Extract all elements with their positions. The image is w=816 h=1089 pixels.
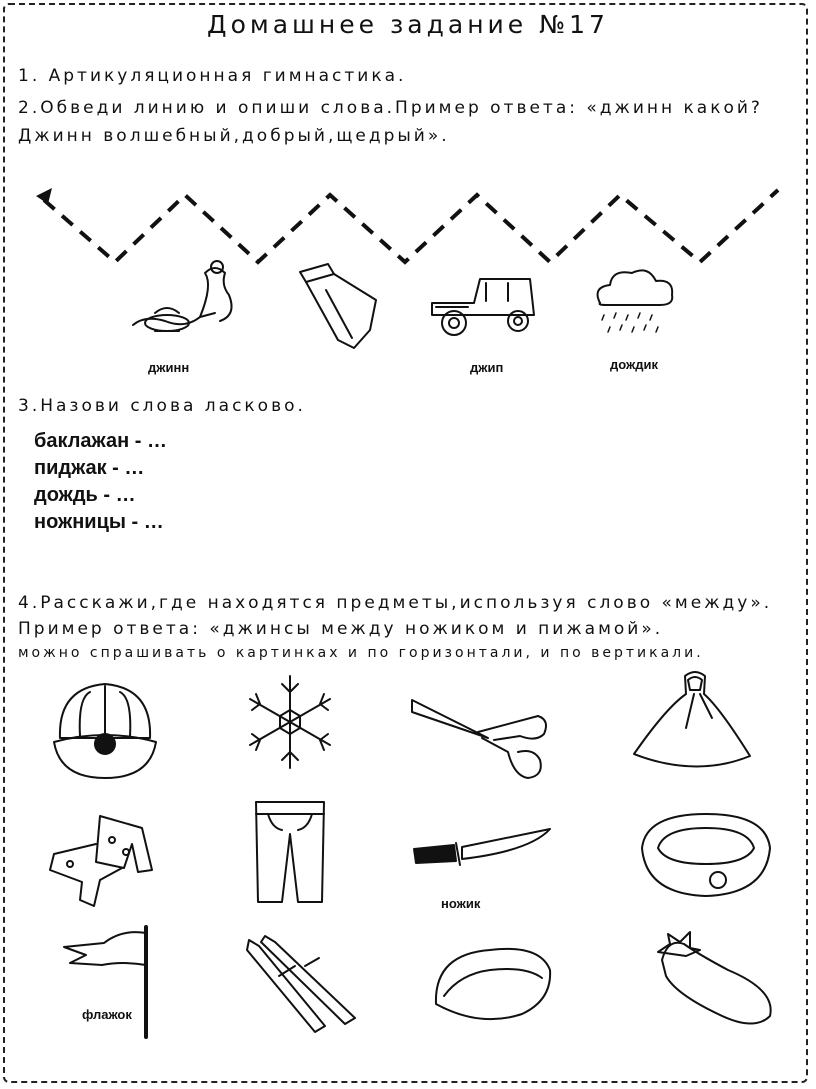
genie-lamp-icon	[125, 255, 245, 345]
task2-line2: Джинн волшебный,добрый,щедрый».	[18, 126, 450, 146]
tracing-zigzag-line[interactable]	[0, 0, 816, 300]
genie-caption: джинн	[148, 360, 190, 375]
task4-line2: Пример ответа: «джинсы между ножиком и пижамой».	[18, 619, 664, 639]
knife-caption: ножик	[441, 896, 481, 911]
skis-icon	[245, 936, 360, 1036]
jeep-icon	[428, 275, 538, 345]
trousers-icon	[290, 260, 390, 355]
flag-icon	[62, 925, 162, 1040]
rain-caption: дождик	[610, 357, 658, 372]
raincoat-icon	[630, 668, 760, 778]
jeans-icon	[250, 798, 330, 908]
word-item: ножницы - …	[34, 511, 164, 533]
pajamas-icon	[42, 810, 172, 915]
knife-icon	[410, 825, 555, 870]
page-title: Домашнее задание №17	[207, 10, 609, 39]
word-item: пиджак - …	[34, 457, 145, 479]
eggplant-icon	[650, 930, 780, 1030]
pie-icon	[430, 944, 555, 1029]
word-list	[34, 428, 167, 536]
flag-caption: флажок	[82, 1007, 132, 1022]
task4-line1: 4.Расскажи,где находятся предметы,используя слово «между».	[18, 593, 773, 613]
rain-cloud-icon	[592, 265, 682, 345]
shell-icon	[50, 678, 160, 783]
task2-line1: 2.Обведи линию и опиши слова.Пример ответа: «джинн какой?	[18, 98, 763, 118]
task1-text: 1. Артикуляционная гимнастика.	[18, 66, 407, 86]
task3-heading: 3.Назови слова ласково.	[18, 396, 306, 416]
snowflake-icon	[240, 672, 340, 772]
jeep-caption: джип	[470, 360, 504, 375]
word-item: баклажан - …	[34, 430, 167, 452]
scissors-icon	[408, 690, 553, 785]
pet-bed-icon	[636, 808, 776, 903]
word-item: дождь - …	[34, 484, 136, 506]
task4-line3: можно спрашивать о картинках и по горизонтали, и по вертикали.	[18, 645, 704, 661]
